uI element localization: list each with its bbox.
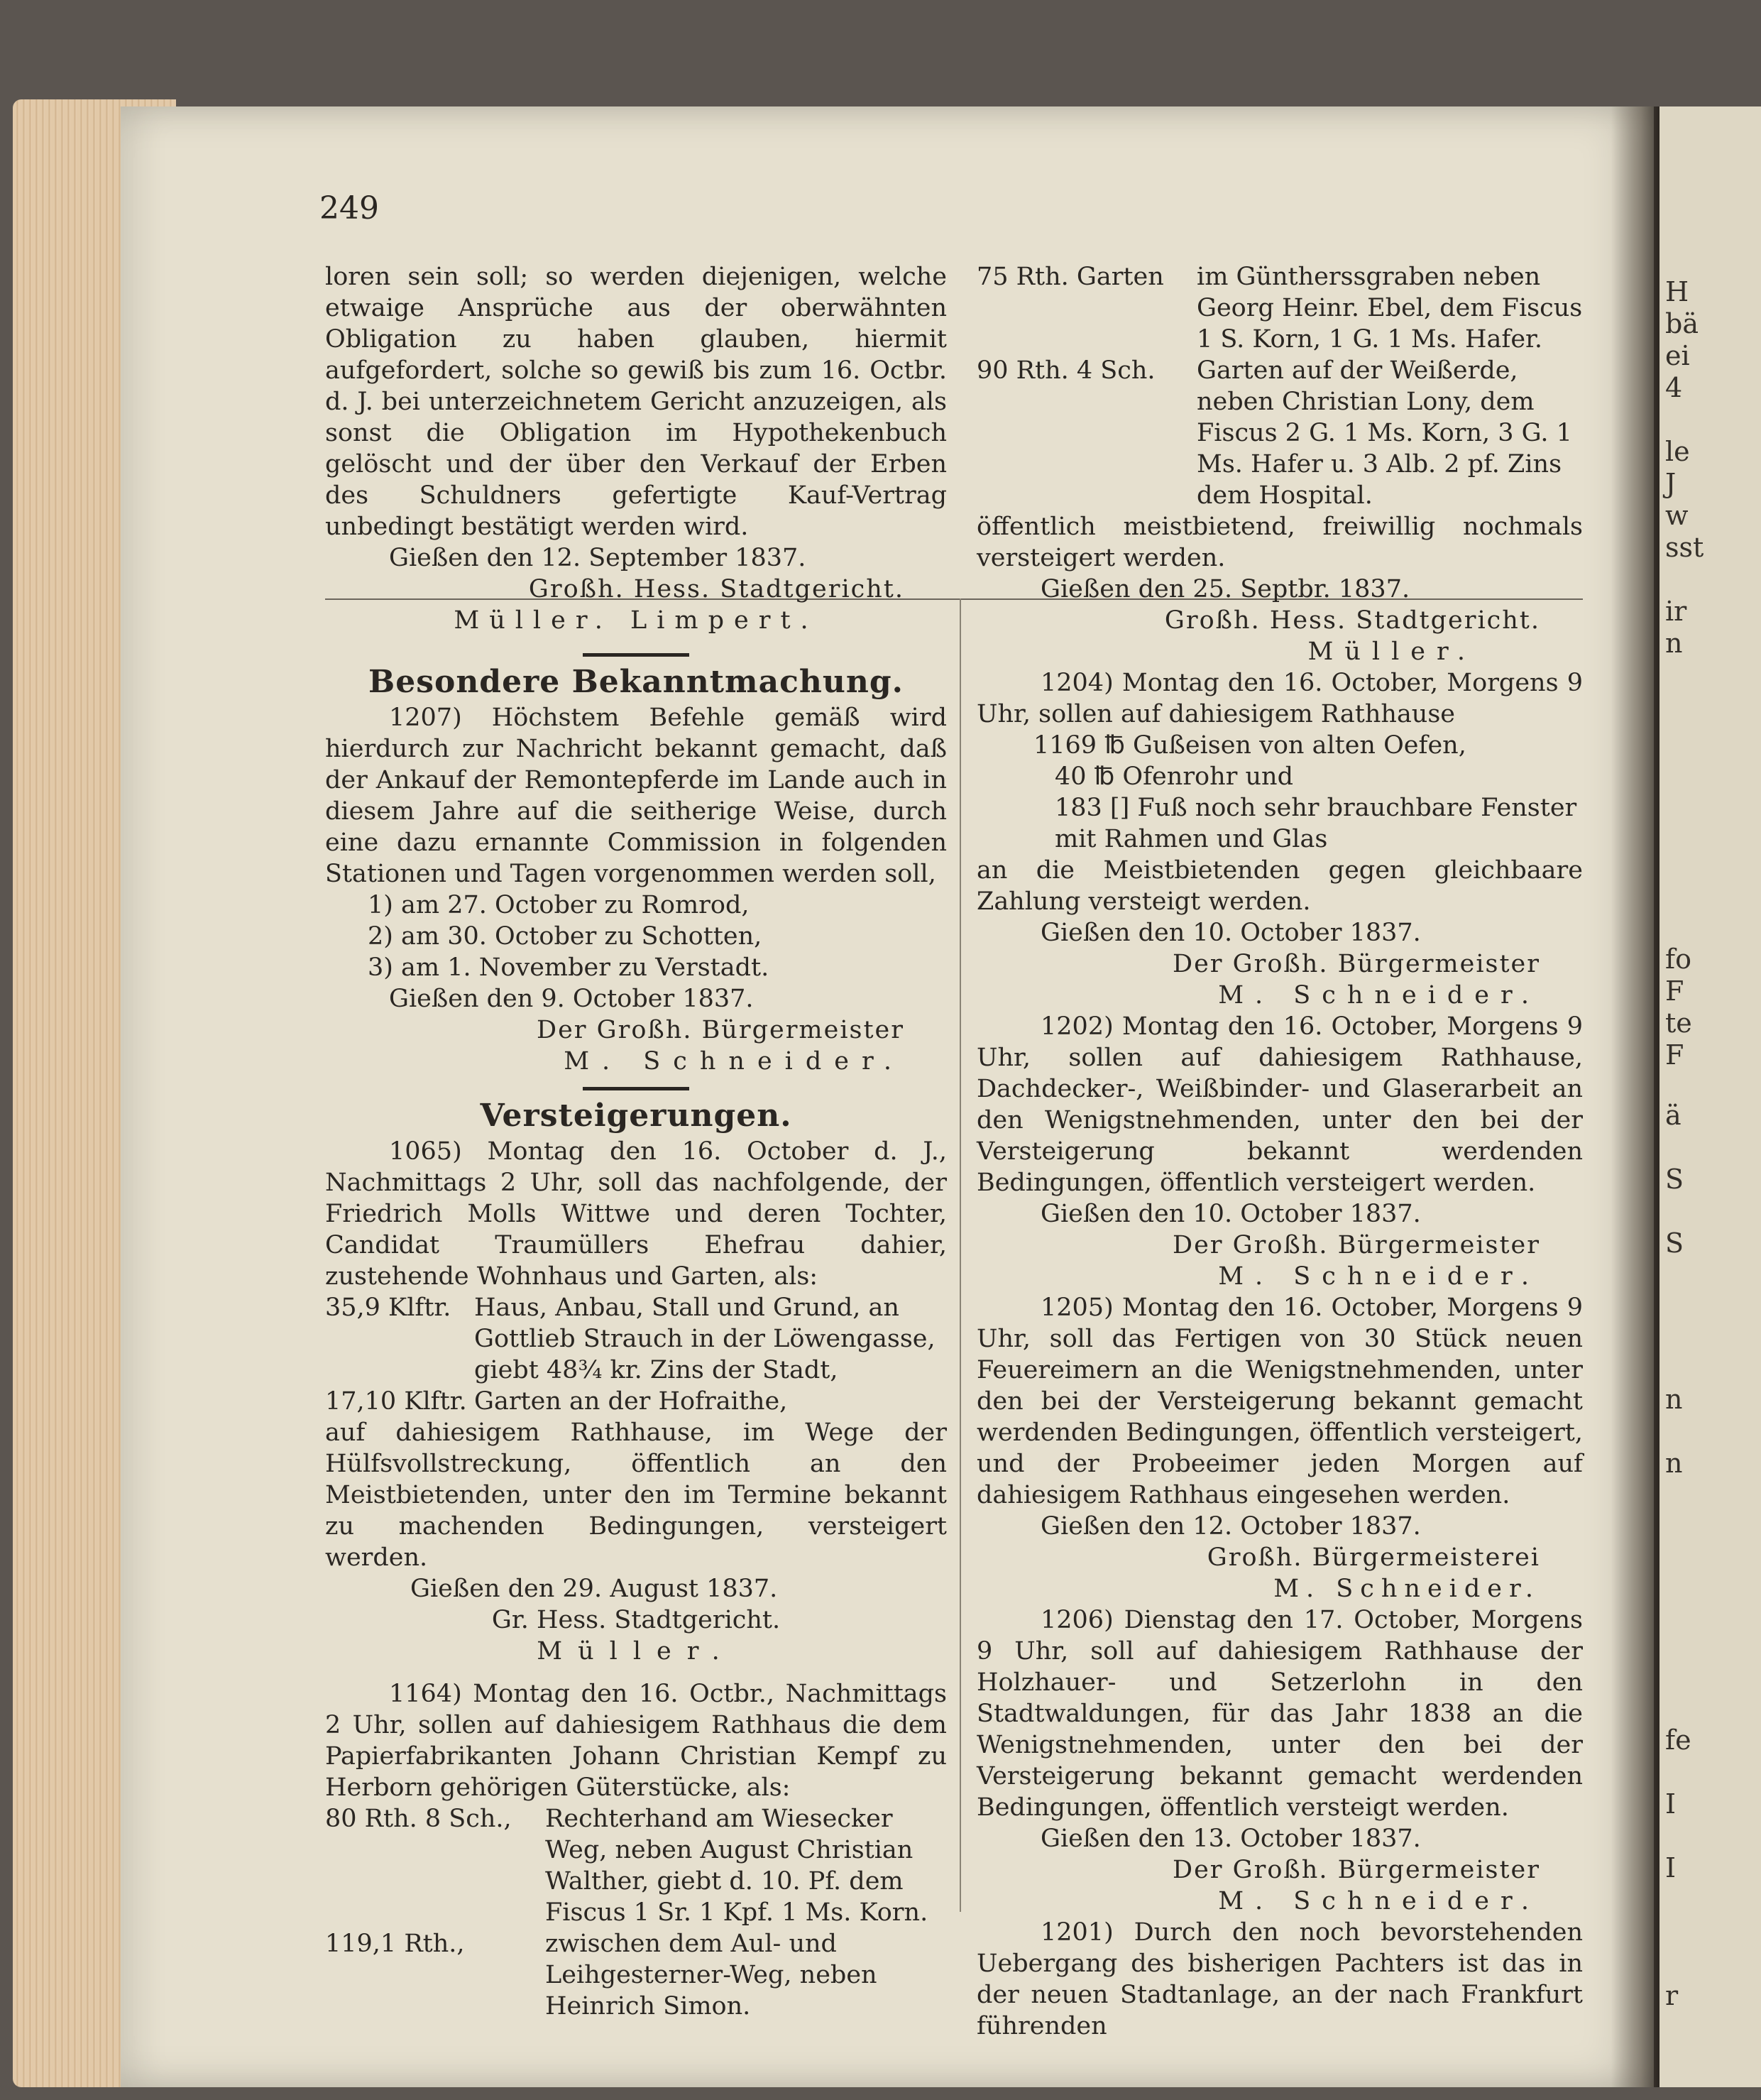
list-item: 3) am 1. November zu Verstadt. <box>368 953 769 982</box>
place-date: Gießen den 9. October 1837. <box>389 985 754 1013</box>
court-signature: Großh. Hess. Stadtgericht. <box>1164 606 1540 635</box>
official-title: Großh. Bürgermeisterei <box>1207 1543 1540 1572</box>
signatory-name: Müller. <box>537 1637 735 1666</box>
signatory-name: M. Schneider. <box>1218 981 1540 1010</box>
property-item <box>325 1803 947 1928</box>
section-heading-special-notice: Besondere Bekanntmachung. <box>368 664 904 700</box>
property-size: 75 Rth. Garten <box>977 263 1164 291</box>
next-page-fragment: w <box>1665 500 1689 531</box>
place-date: Gießen den 25. Septbr. 1837. <box>1041 575 1410 603</box>
next-page-fragment: S <box>1665 1164 1684 1195</box>
property-item <box>325 1928 947 2022</box>
signatory-name: M. Schneider. <box>1218 1887 1540 1915</box>
signatory-names: Müller. Limpert. <box>454 606 818 635</box>
signatory-name: M. Schneider. <box>1218 1262 1540 1291</box>
continuation-paragraph: loren sein soll; so werden diejenigen, welche etwaige Ansprüche aus der oberwähnten Obligation zu haben glauben, hiermit aufgefordert, solche so gewiß bis zum 16. Octbr. d. J. bei unterzeichnetem Gericht anzuzeigen, als sonst die Obligation im Hypothekenbuch gelöscht und der über den Verkauf der Erben des Schuldners gefertigte Kauf-Vertrag unbedingt bestätigt werden wird. <box>325 263 947 541</box>
next-page-fragment: H <box>1665 276 1689 307</box>
property-description: Rechterhand am Wiesecker Weg, neben August Christian Walther, giebt d. 10. Pf. dem Fiscus 1 Sr. 1 Kpf. 1 Ms. Korn. <box>545 1805 928 1927</box>
notice-1205-text: 1205) Montag den 16. October, Morgens 9 Uhr, soll das Fertigen von 30 Stück neuen Feuereimern an die Wenigstnehmenden, unter den bei der Versteigerung bekannt gemacht werdenden Bedingungen, öffentlich versteigert, und der Probeeimer jeden Morgen auf dahiesigem Rathhaus eingesehen werden. <box>977 1294 1583 1509</box>
property-description: Garten an der Hofraithe, <box>474 1387 788 1416</box>
next-page-fragment: ä <box>1665 1100 1682 1131</box>
next-page-fragment: I <box>1665 1852 1677 1883</box>
heading-rule <box>583 653 689 657</box>
next-page-fragment: n <box>1665 1448 1683 1479</box>
place-date: Gießen den 29. August 1837. <box>410 1575 778 1603</box>
next-page-fragment: te <box>1665 1007 1692 1039</box>
official-title: Der Großh. Bürgermeister <box>1173 1856 1540 1884</box>
place-date: Gießen den 13. October 1837. <box>1041 1825 1421 1853</box>
place-date: Gießen den 12. October 1837. <box>1041 1512 1421 1541</box>
place-date: Gießen den 10. October 1837. <box>1041 919 1421 947</box>
next-page-fragment: I <box>1665 1788 1677 1820</box>
left-column <box>325 261 947 2022</box>
heading-rule <box>583 1087 689 1090</box>
notice-1065-continuation: auf dahiesigem Rathhause, im Wege der Hülfsvollstreckung, öffentlich an den Meistbietenden, unter den im Termine bekannt zu machenden Bedingungen, versteigert werden. <box>325 1418 947 1572</box>
next-page-fragment: ei <box>1665 340 1690 371</box>
next-page-fragment: n <box>1665 1384 1683 1415</box>
signatory-name: M. Schneider. <box>564 1047 904 1076</box>
property-item <box>977 261 1583 355</box>
next-page-fragment: fe <box>1665 1724 1691 1756</box>
property-description: zwischen dem Aul- und Leihgesterner-Weg, neben Heinrich Simon. <box>545 1930 877 2020</box>
official-title: Der Großh. Bürgermeister <box>1173 1231 1540 1259</box>
section-heading-auctions: Versteigerungen. <box>480 1098 792 1134</box>
property-item <box>325 1292 947 1386</box>
right-column <box>977 261 1583 2042</box>
property-size: 80 Rth. 8 Sch., <box>325 1805 512 1833</box>
official-title: Der Großh. Bürgermeister <box>1173 950 1540 978</box>
next-page-fragment: S <box>1665 1227 1684 1259</box>
signatory-name: Müller. <box>1307 638 1476 666</box>
court-signature: Gr. Hess. Stadtgericht. <box>491 1606 781 1634</box>
property-size: 35,9 Klftr. <box>325 1294 451 1322</box>
court-signature: Großh. Hess. Stadtgericht. <box>528 575 904 603</box>
notice-1201-text: 1201) Durch den noch bevorstehenden Uebergang des bisherigen Pachters ist das in der neuen Stadtanlage, an der nach Frankfurt führenden <box>977 1918 1583 2040</box>
list-item: 40 ℔ Ofenrohr und <box>1055 762 1294 791</box>
notice-1164-continuation: öffentlich meistbietend, freiwillig nochmals versteigert werden. <box>977 513 1583 572</box>
next-page-fragment: le <box>1665 436 1690 467</box>
place-date: Gießen den 10. October 1837. <box>1041 1200 1421 1228</box>
notice-1206-text: 1206) Dienstag den 17. October, Morgens 9 Uhr, soll auf dahiesigem Rathhause der Holzhauer- und Setzerlohn in den Stadtwaldungen, für das Jahr 1838 an die Wenigstnehmenden, unter den bei der Versteigerung bekannt gemacht werdenden Bedingungen, öffentlich versteigt werden. <box>977 1606 1583 1822</box>
list-item: 1169 ℔ Gußeisen von alten Oefen, <box>1033 731 1466 760</box>
official-title: Der Großh. Bürgermeister <box>537 1016 904 1044</box>
property-size: 119,1 Rth., <box>325 1930 465 1958</box>
property-item <box>325 1386 947 1417</box>
next-page-fragment: F <box>1665 1039 1684 1071</box>
property-description: Haus, Anbau, Stall und Grund, an Gottlieb Strauch in der Löwengasse, giebt 48¾ kr. Zins der Stadt, <box>474 1294 936 1384</box>
signatory-name: M. Schneider. <box>1273 1575 1540 1603</box>
next-page-fragment: 4 <box>1665 372 1683 403</box>
property-item <box>977 355 1583 511</box>
next-page-fragment: J <box>1665 468 1677 499</box>
place-date: Gießen den 12. September 1837. <box>389 544 806 572</box>
list-item: 183 [] Fuß noch sehr brauchbare Fenster mit Rahmen und Glas <box>1055 794 1577 853</box>
property-size: 17,10 Klftr. <box>325 1387 467 1416</box>
next-page-edge <box>1659 106 1761 2087</box>
notice-1202-text: 1202) Montag den 16. October, Morgens 9 Uhr, sollen auf dahiesigem Rathhause, Dachdecker-, Weißbinder- und Glaserarbeit an den Wenigstnehmenden, unter den bei der Versteigerung bekannt werdenden Bedingungen, öffentlich versteigert werden. <box>977 1012 1583 1197</box>
list-item: 1) am 27. October zu Romrod, <box>368 891 750 919</box>
next-page-fragment: fo <box>1665 944 1691 975</box>
property-size: 90 Rth. 4 Sch. <box>977 356 1156 385</box>
notice-1204-text: 1204) Montag den 16. October, Morgens 9 Uhr, sollen auf dahiesigem Rathhause <box>977 669 1583 728</box>
next-page-fragment: bä <box>1665 308 1699 339</box>
next-page-fragment: n <box>1665 628 1683 659</box>
notice-1207-text: 1207) Höchstem Befehle gemäß wird hierdurch zur Nachricht bekannt gemacht, daß der Ankauf der Remontepferde im Lande auch in diesem Jahre auf die seitherige Weise, durch eine dazu ernannte Commission in folgenden Stationen und Tagen vorgenommen werden soll, <box>325 704 947 888</box>
next-page-fragment: F <box>1665 975 1684 1007</box>
page-number: 249 <box>319 190 379 226</box>
notice-1065-text: 1065) Montag den 16. October d. J., Nachmittags 2 Uhr, soll das nachfolgende, der Friedrich Molls Wittwe und deren Tochter, Candidat Traumüllers Ehefrau dahier, zustehende Wohnhaus und Garten, als: <box>325 1137 947 1291</box>
property-description: im Güntherssgraben neben Georg Heinr. Ebel, dem Fiscus 1 S. Korn, 1 G. 1 Ms. Hafer. <box>1197 263 1583 354</box>
next-page-fragment: ir <box>1665 596 1687 627</box>
next-page-fragment: sst <box>1665 532 1704 563</box>
list-item: 2) am 30. October zu Schotten, <box>368 922 762 951</box>
notice-1164-text: 1164) Montag den 16. Octbr., Nachmittags 2 Uhr, sollen auf dahiesigem Rathhaus die dem Papierfabrikanten Johann Christian Kempf zu Herborn gehörigen Güterstücke, als: <box>325 1680 947 1802</box>
next-page-fragment: r <box>1665 1980 1679 2011</box>
notice-1204-continuation: an die Meistbietenden gegen gleichbaare Zahlung versteigt werden. <box>977 856 1583 916</box>
property-description: Garten auf der Weißerde, neben Christian Lony, dem Fiscus 2 G. 1 Ms. Korn, 3 G. 1 Ms. Hafer u. 3 Alb. 2 pf. Zins dem Hospital. <box>1197 356 1572 510</box>
column-divider <box>960 598 961 1912</box>
book-gutter-shadow <box>1611 106 1661 2087</box>
